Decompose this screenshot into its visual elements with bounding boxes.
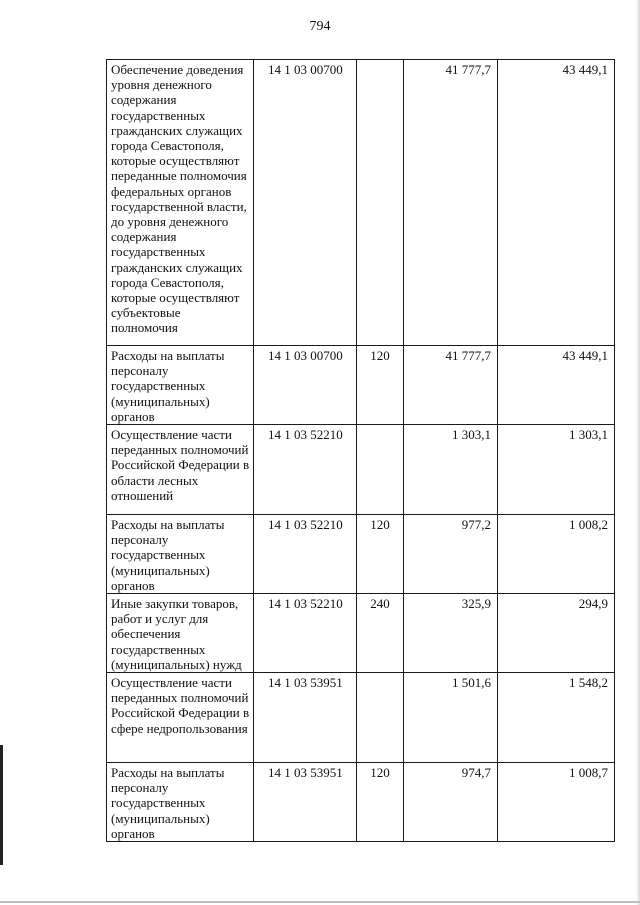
expense-name-cell: Обеспечение доведения уровня денежного содержания государственных гражданских служащих города Севастополя, которые осуществляют переданные полномочия федеральных органов государственной власти, до уровня денежного содержания государственных гражданских служащих города Севастополя, которые осуществляют субъектовые полномочия — [107, 60, 254, 346]
amount-second-year-cell: 43 449,1 — [498, 60, 615, 346]
amount-second-year-cell: 43 449,1 — [498, 346, 615, 425]
expense-name-cell: Расходы на выплаты персоналу государственных (муниципальных) органов — [107, 346, 254, 425]
expense-name-cell: Осуществление части переданных полномочий Российской Федерации в сфере недропользования — [107, 673, 254, 763]
expense-name-cell: Осуществление части переданных полномочий Российской Федерации в области лесных отношений — [107, 425, 254, 515]
target-code-cell: 14 1 03 53951 — [254, 673, 357, 763]
amount-first-year-cell: 325,9 — [404, 594, 498, 673]
expense-type-cell: 120 — [357, 515, 404, 594]
amount-first-year-cell: 977,2 — [404, 515, 498, 594]
expense-type-cell: 240 — [357, 594, 404, 673]
target-code-cell: 14 1 03 52210 — [254, 594, 357, 673]
expense-name-cell: Расходы на выплаты персоналу государственных (муниципальных) органов — [107, 515, 254, 594]
scan-edge-right — [636, 0, 640, 905]
expense-type-cell — [357, 673, 404, 763]
table-row — [107, 515, 615, 594]
amount-first-year-cell: 41 777,7 — [404, 346, 498, 425]
scan-artifact-bottom — [0, 901, 640, 903]
amount-second-year-cell: 1 548,2 — [498, 673, 615, 763]
amount-first-year-cell: 974,7 — [404, 763, 498, 842]
amount-second-year-cell: 1 008,7 — [498, 763, 615, 842]
target-code-cell: 14 1 03 00700 — [254, 346, 357, 425]
expense-name-cell: Иные закупки товаров, работ и услуг для обеспечения государственных (муниципальных) нужд — [107, 594, 254, 673]
table-row — [107, 346, 615, 425]
target-code-cell: 14 1 03 00700 — [254, 60, 357, 346]
table-row — [107, 594, 615, 673]
expense-type-cell — [357, 60, 404, 346]
table-row — [107, 673, 615, 763]
amount-first-year-cell: 1 501,6 — [404, 673, 498, 763]
budget-table — [106, 59, 615, 842]
amount-second-year-cell: 294,9 — [498, 594, 615, 673]
expense-name-cell: Расходы на выплаты персоналу государственных (муниципальных) органов — [107, 763, 254, 842]
table-row — [107, 60, 615, 346]
scan-artifact-left — [0, 745, 3, 865]
amount-second-year-cell: 1 008,2 — [498, 515, 615, 594]
page-number: 794 — [309, 19, 331, 34]
expense-type-cell — [357, 425, 404, 515]
amount-first-year-cell: 41 777,7 — [404, 60, 498, 346]
table-row — [107, 763, 615, 842]
target-code-cell: 14 1 03 52210 — [254, 425, 357, 515]
table-row — [107, 425, 615, 515]
amount-second-year-cell: 1 303,1 — [498, 425, 615, 515]
target-code-cell: 14 1 03 53951 — [254, 763, 357, 842]
expense-type-cell: 120 — [357, 346, 404, 425]
expense-type-cell: 120 — [357, 763, 404, 842]
target-code-cell: 14 1 03 52210 — [254, 515, 357, 594]
amount-first-year-cell: 1 303,1 — [404, 425, 498, 515]
